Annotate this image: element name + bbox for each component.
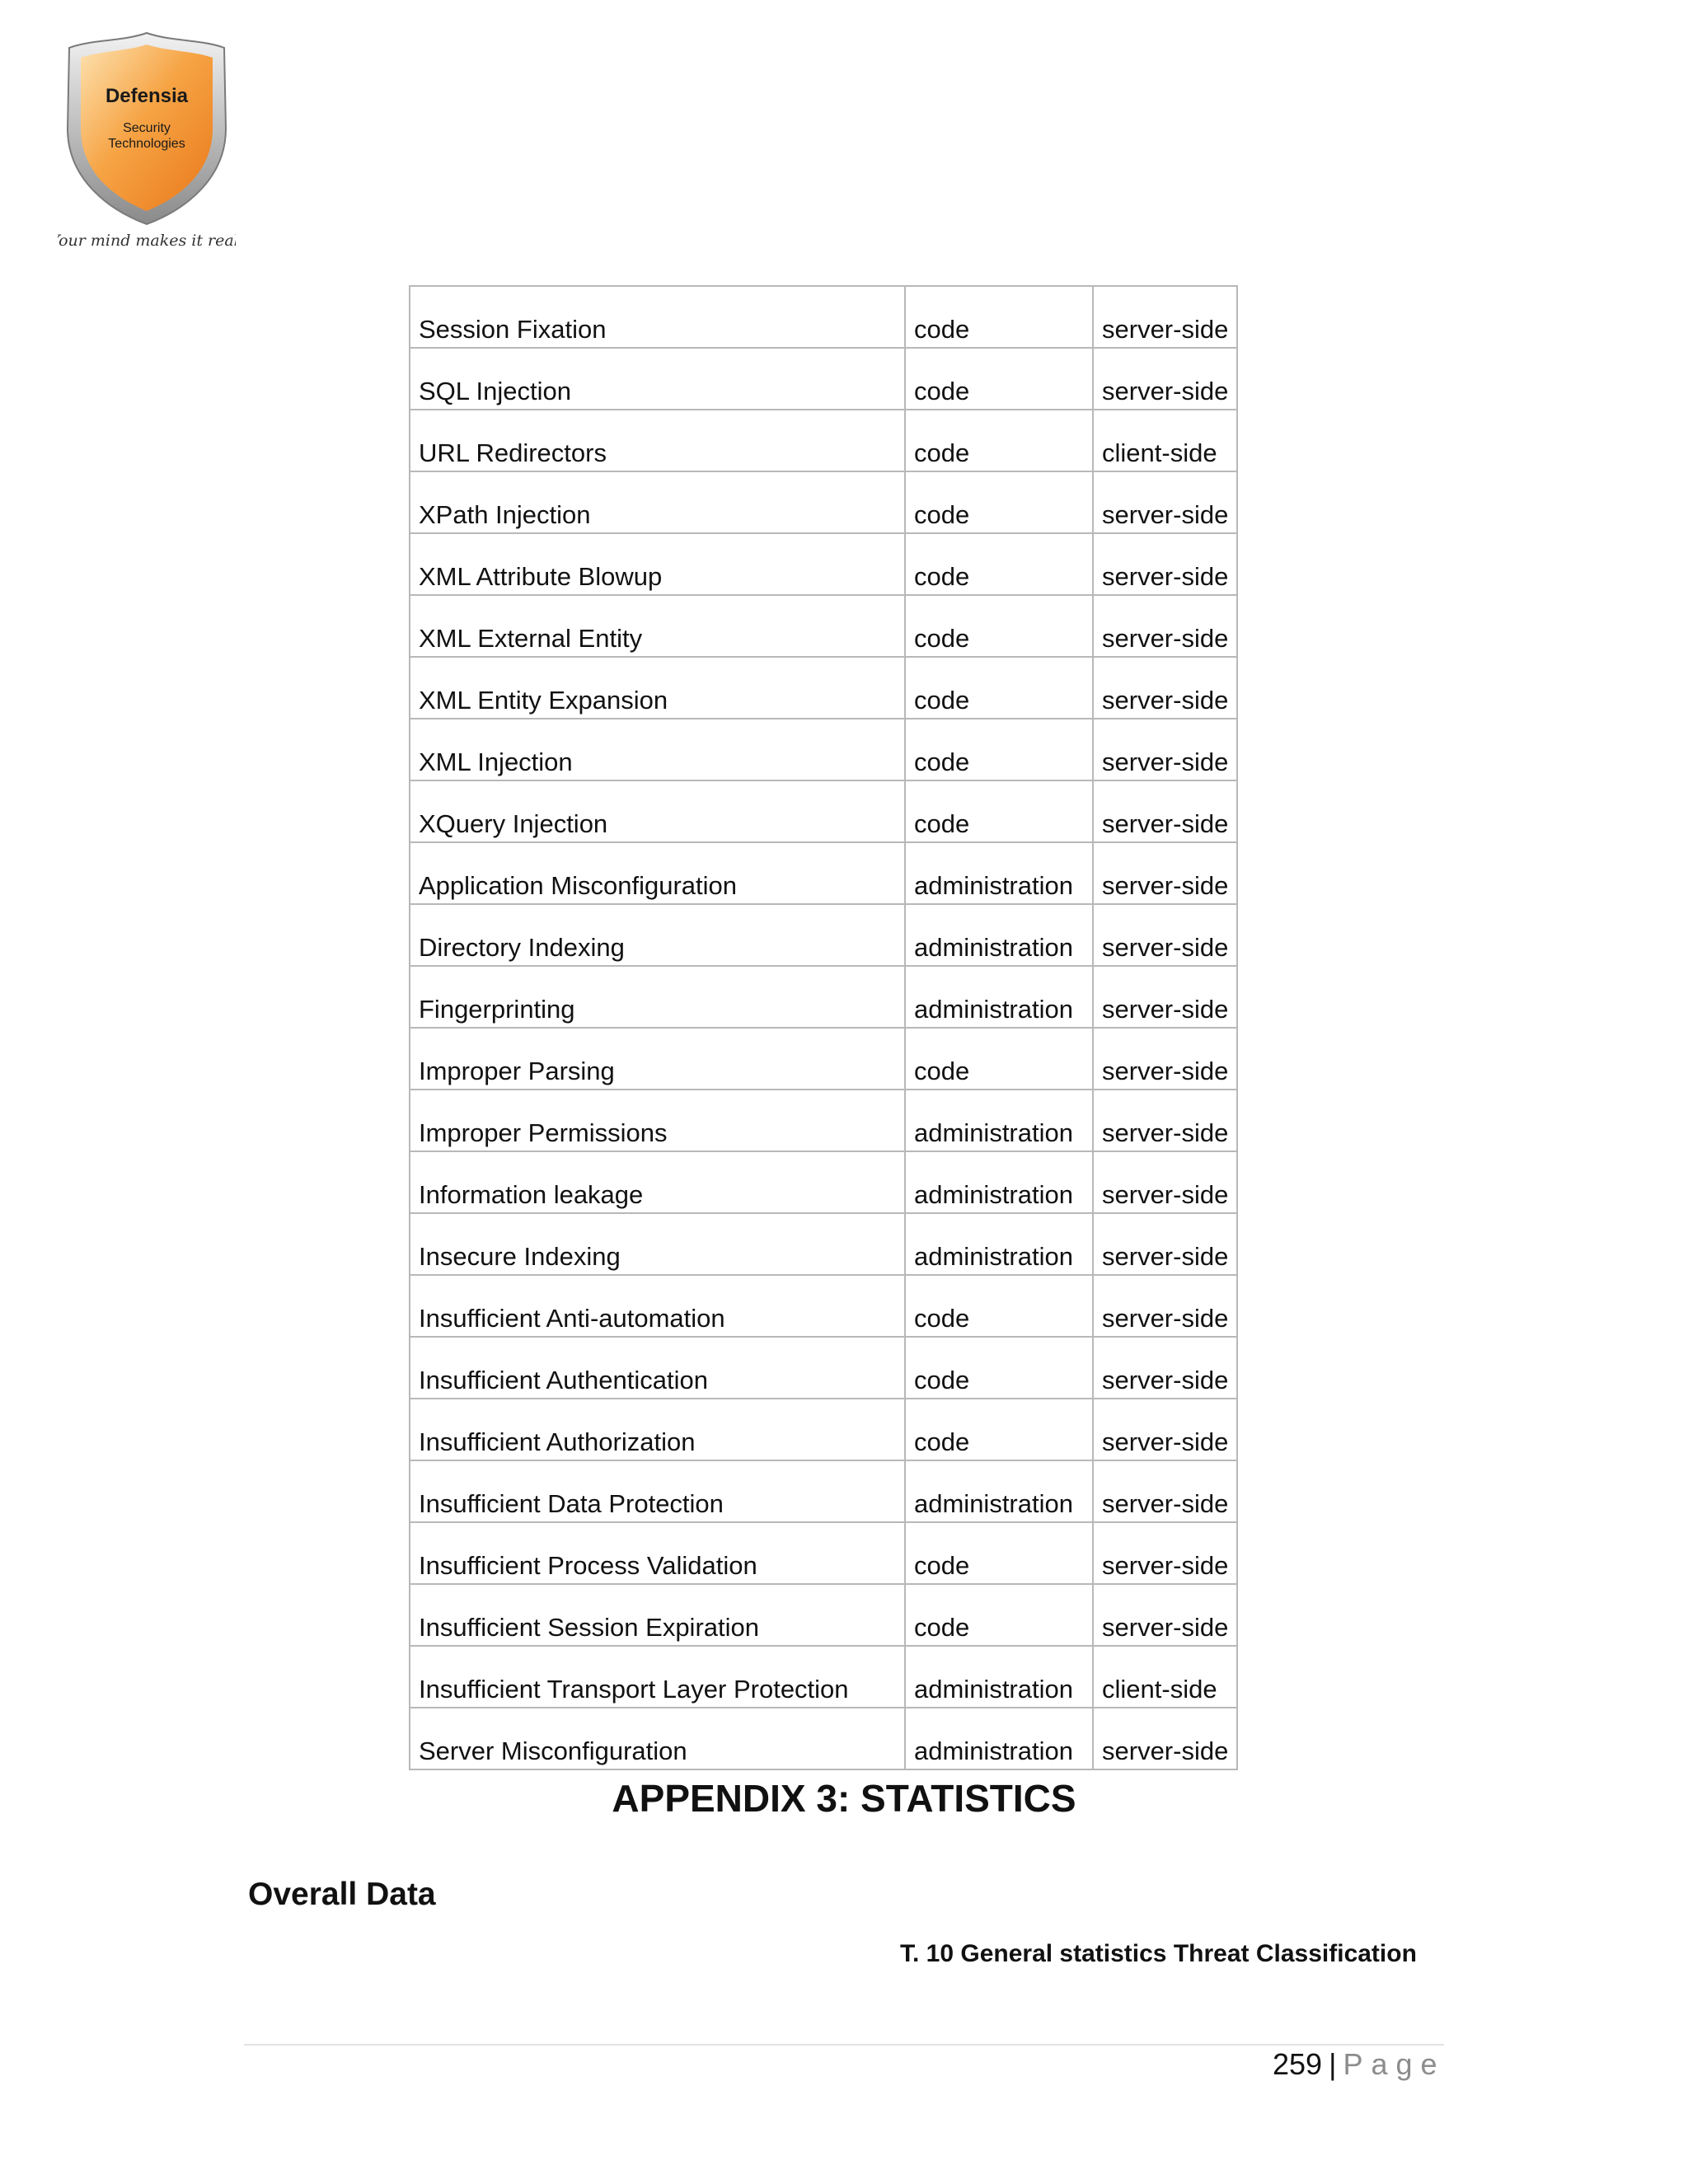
threat-source-cell: code — [905, 780, 1093, 842]
threat-name-cell: Improper Permissions — [410, 1090, 905, 1151]
threat-name-cell: URL Redirectors — [410, 410, 905, 471]
threat-name-cell: XPath Injection — [410, 471, 905, 533]
threat-name-cell: XML External Entity — [410, 595, 905, 657]
threat-name-cell: XQuery Injection — [410, 780, 905, 842]
threat-source-cell: administration — [905, 966, 1093, 1028]
threat-name-cell: Insufficient Transport Layer Protection — [410, 1646, 905, 1708]
company-logo — [58, 30, 236, 254]
appendix-title: APPENDIX 3: STATISTICS — [612, 1777, 1076, 1820]
table-row — [410, 1460, 1237, 1522]
threat-location-cell: server-side — [1093, 966, 1237, 1028]
threat-source-cell: administration — [905, 1090, 1093, 1151]
threat-location-cell: server-side — [1093, 657, 1237, 719]
threat-source-cell: code — [905, 471, 1093, 533]
threat-name-cell: Insufficient Process Validation — [410, 1522, 905, 1584]
table-row — [410, 1708, 1237, 1769]
threat-source-cell: administration — [905, 904, 1093, 966]
table-row — [410, 1090, 1237, 1151]
table-row — [410, 533, 1237, 595]
threat-location-cell: server-side — [1093, 719, 1237, 780]
threat-name-cell: XML Injection — [410, 719, 905, 780]
table-row — [410, 842, 1237, 904]
threat-location-cell: server-side — [1093, 1460, 1237, 1522]
threat-source-cell: code — [905, 286, 1093, 348]
threat-location-cell: server-side — [1093, 286, 1237, 348]
threat-location-cell: server-side — [1093, 1584, 1237, 1646]
page-label: Page — [1343, 2047, 1446, 2081]
threat-location-cell: server-side — [1093, 533, 1237, 595]
threat-location-cell: server-side — [1093, 1275, 1237, 1337]
svg-text:Security: Security — [123, 121, 171, 135]
table-row — [410, 657, 1237, 719]
threat-source-cell: code — [905, 1028, 1093, 1090]
threat-location-cell: client-side — [1093, 410, 1237, 471]
page-number-footer — [1273, 2047, 1446, 2082]
table-row — [410, 1275, 1237, 1337]
threat-source-cell: administration — [905, 842, 1093, 904]
table-row — [410, 1028, 1237, 1090]
table-row — [410, 410, 1237, 471]
threat-source-cell: administration — [905, 1460, 1093, 1522]
threat-name-cell: Information leakage — [410, 1151, 905, 1213]
section-title: Overall Data — [248, 1877, 436, 1912]
table-row — [410, 348, 1237, 410]
threat-source-cell: code — [905, 657, 1093, 719]
table-row — [410, 904, 1237, 966]
threat-location-cell: server-side — [1093, 1213, 1237, 1275]
table-row — [410, 471, 1237, 533]
threat-source-cell: administration — [905, 1708, 1093, 1769]
threat-location-cell: server-side — [1093, 1151, 1237, 1213]
threat-location-cell: server-side — [1093, 471, 1237, 533]
threat-name-cell: Insufficient Data Protection — [410, 1460, 905, 1522]
threat-location-cell: server-side — [1093, 1708, 1237, 1769]
threat-location-cell: server-side — [1093, 904, 1237, 966]
threat-name-cell: SQL Injection — [410, 348, 905, 410]
table-row — [410, 1399, 1237, 1460]
threat-source-cell: code — [905, 1584, 1093, 1646]
table-row — [410, 1522, 1237, 1584]
threat-name-cell: Insufficient Authorization — [410, 1399, 905, 1460]
page-number: 259 — [1273, 2047, 1323, 2081]
threat-location-cell: client-side — [1093, 1646, 1237, 1708]
threat-name-cell: Server Misconfiguration — [410, 1708, 905, 1769]
threat-source-cell: code — [905, 348, 1093, 410]
table-row — [410, 1213, 1237, 1275]
threat-location-cell: server-side — [1093, 1399, 1237, 1460]
table-row — [410, 595, 1237, 657]
threat-name-cell: XML Entity Expansion — [410, 657, 905, 719]
threat-name-cell: Directory Indexing — [410, 904, 905, 966]
threat-name-cell: Insufficient Anti-automation — [410, 1275, 905, 1337]
table-row — [410, 1584, 1237, 1646]
threat-location-cell: server-side — [1093, 780, 1237, 842]
defensia-shield-logo — [58, 30, 236, 254]
threat-classification-table — [409, 285, 1238, 1770]
table-row — [410, 1151, 1237, 1213]
threat-location-cell: server-side — [1093, 842, 1237, 904]
table-row — [410, 1337, 1237, 1399]
table-row — [410, 966, 1237, 1028]
threat-name-cell: Insufficient Authentication — [410, 1337, 905, 1399]
threat-source-cell: administration — [905, 1646, 1093, 1708]
threat-location-cell: server-side — [1093, 1028, 1237, 1090]
table-row — [410, 780, 1237, 842]
threat-source-cell: code — [905, 719, 1093, 780]
threat-source-cell: code — [905, 533, 1093, 595]
table-body — [410, 286, 1237, 1769]
threat-location-cell: server-side — [1093, 1090, 1237, 1151]
threat-source-cell: code — [905, 1522, 1093, 1584]
threat-name-cell: Improper Parsing — [410, 1028, 905, 1090]
threat-source-cell: administration — [905, 1151, 1093, 1213]
threat-location-cell: server-side — [1093, 595, 1237, 657]
threat-name-cell: XML Attribute Blowup — [410, 533, 905, 595]
threat-name-cell: Application Misconfiguration — [410, 842, 905, 904]
threat-location-cell: server-side — [1093, 348, 1237, 410]
threat-source-cell: code — [905, 595, 1093, 657]
threat-source-cell: code — [905, 1399, 1093, 1460]
threat-name-cell: Fingerprinting — [410, 966, 905, 1028]
threat-location-cell: server-side — [1093, 1522, 1237, 1584]
table-caption: T. 10 General statistics Threat Classification — [900, 1940, 1417, 1967]
threat-name-cell: Insecure Indexing — [410, 1213, 905, 1275]
footer-divider — [244, 2044, 1444, 2046]
svg-text:Your mind makes it real.: Your mind makes it real. — [58, 232, 236, 250]
threat-source-cell: code — [905, 410, 1093, 471]
threat-source-cell: code — [905, 1275, 1093, 1337]
threat-source-cell: code — [905, 1337, 1093, 1399]
page-separator: | — [1329, 2047, 1337, 2081]
table-row — [410, 1646, 1237, 1708]
threat-location-cell: server-side — [1093, 1337, 1237, 1399]
svg-text:Defensia: Defensia — [105, 85, 189, 107]
threat-source-cell: administration — [905, 1213, 1093, 1275]
threat-name-cell: Session Fixation — [410, 286, 905, 348]
table-row — [410, 719, 1237, 780]
svg-text:Technologies: Technologies — [108, 137, 185, 151]
table-row — [410, 286, 1237, 348]
threat-name-cell: Insufficient Session Expiration — [410, 1584, 905, 1646]
